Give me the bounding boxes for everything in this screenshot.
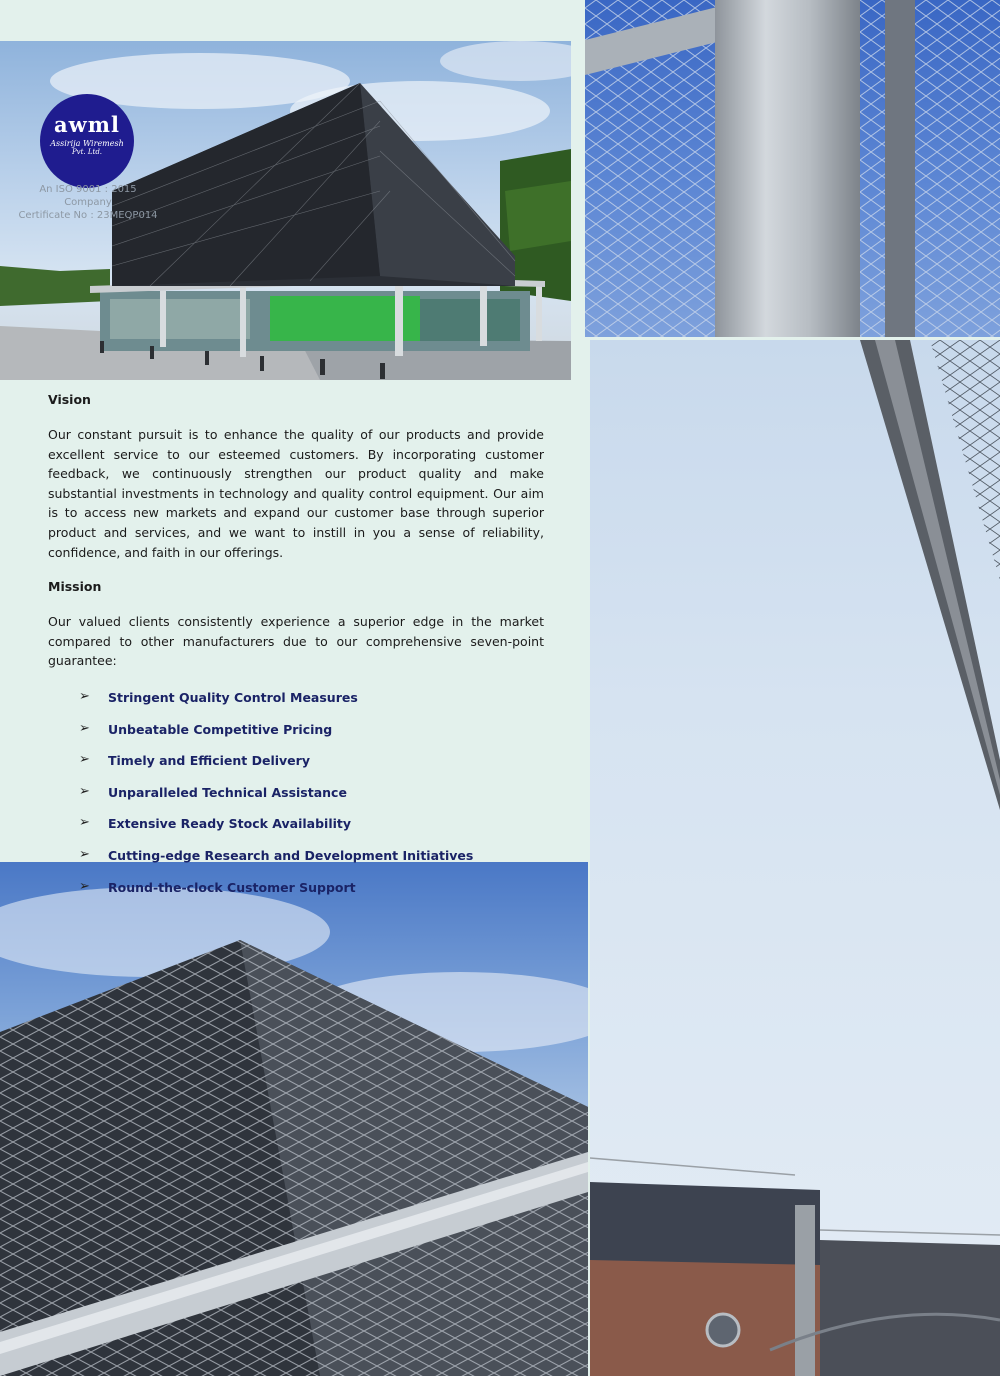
arrow-bullet-icon: ➢: [79, 783, 90, 799]
list-item-label: Stringent Quality Control Measures: [108, 689, 358, 705]
logo-company-name: Assirija Wiremesh: [50, 139, 124, 148]
guarantee-list: [48, 687, 544, 908]
about-content: [48, 391, 544, 908]
logo-company-suffix: Pvt. Ltd.: [71, 148, 103, 156]
list-item: [48, 750, 544, 782]
company-logo: [40, 94, 134, 188]
list-item: [48, 845, 544, 877]
list-item-label: Unbeatable Competitive Pricing: [108, 721, 333, 737]
arrow-bullet-icon: ➢: [79, 815, 90, 831]
list-item: [48, 782, 544, 814]
list-item-label: Unparalleled Technical Assistance: [108, 784, 347, 800]
mission-text: Our valued clients consistently experience a superior edge in the market compared to other manufacturers due to our comprehensive seven-point guarantee:: [48, 614, 544, 669]
pole-mesh-photo: [585, 0, 1000, 337]
arrow-bullet-icon: ➢: [79, 878, 90, 894]
iso-certificate-line: Certificate No : 23MEQP014: [18, 210, 158, 221]
mission-heading: Mission: [48, 579, 102, 595]
vision-heading: Vision: [48, 392, 91, 407]
building-photo: [0, 41, 571, 380]
iso-certification: [14, 183, 162, 222]
sky-cable-photo: [590, 340, 1000, 1376]
logo-mark: awml: [54, 112, 120, 137]
arrow-bullet-icon: ➢: [79, 752, 90, 768]
list-item-label: Timely and Efficient Delivery: [108, 753, 310, 769]
arrow-bullet-icon: ➢: [79, 720, 90, 736]
list-item: [48, 719, 544, 751]
list-item-label: Extensive Ready Stock Availability: [108, 816, 352, 832]
vision-text: Our constant pursuit is to enhance the quality of our products and provide excellent service to our esteemed customers. By incorporating customer feedback, we continuously strengthen our product quality and make substantial investments in technology and quality control equipment. Our aim is to access new markets and expand our customer base through superior product and services, and we want to instill in you a sense of reliability, confidence, and faith in our offerings.: [48, 427, 544, 560]
roof-mesh-photo: [0, 862, 588, 1376]
list-item: [48, 687, 544, 719]
arrow-bullet-icon: ➢: [79, 846, 90, 862]
list-item: [48, 877, 544, 909]
list-item-label: Cutting-edge Research and Development Initiatives: [108, 847, 474, 863]
list-item: [48, 813, 544, 845]
iso-company-line: An ISO 9001 : 2015 Company: [39, 184, 137, 208]
list-item-label: Round-the-clock Customer Support: [108, 879, 356, 895]
arrow-bullet-icon: ➢: [79, 688, 90, 704]
